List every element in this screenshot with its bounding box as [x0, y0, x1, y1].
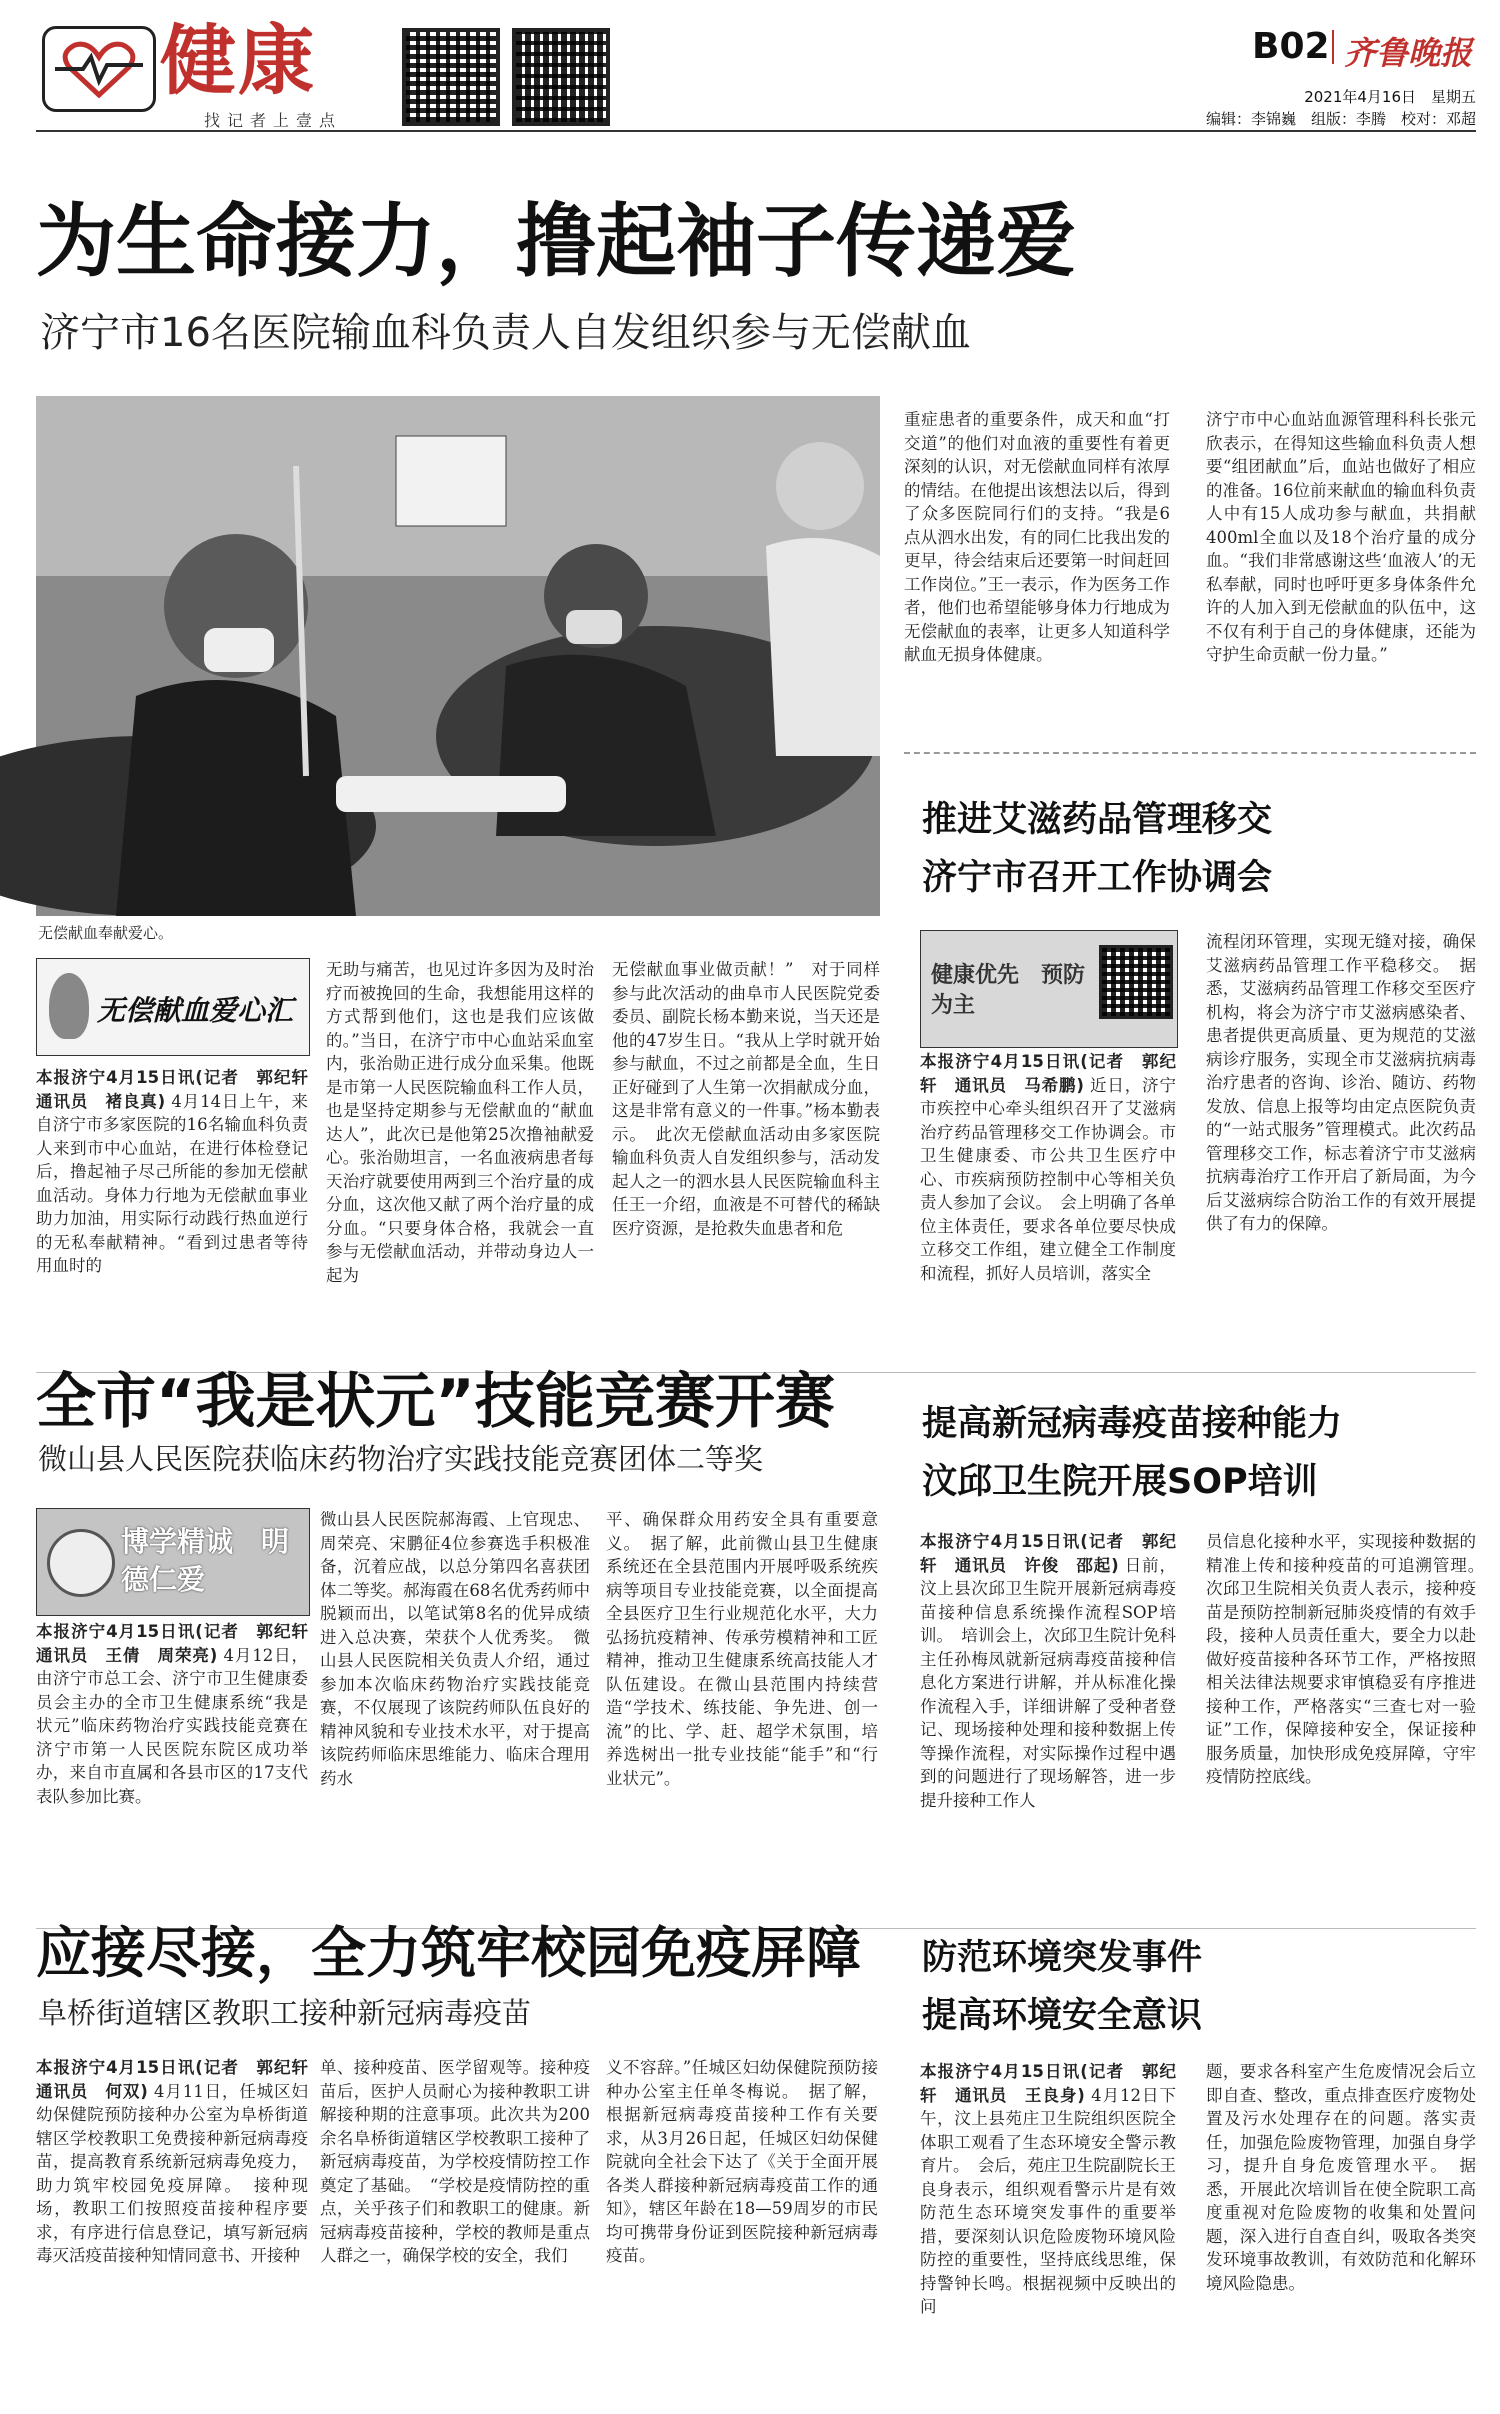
a3-col3: 平、确保群众用药安全具有重要意义。 据了解，此前微山县卫生健康系统还在全县范围内开展呼吸系统疾病等项目专业技能竞赛，以全面提高全县医疗卫生行业规范化水平，大力弘扬抗疫精神、传承劳模精神和工匠精神，推动卫生健康系统高技能人才队伍建设。在微山县范围内持续营造“学技术、练技能、争先进、创一流”的比、学、赶、超学术氛围，培养选树出一批专业技能“能手”和“行业状元”。 [606, 1510, 878, 1788]
a1-logo-text: 无偿献血爱心汇 [97, 994, 294, 1027]
header [0, 0, 1500, 130]
qr-code-1 [402, 28, 500, 126]
a5-col1 [36, 2056, 325, 2396]
a4-dateline: 本报济宁4月15日讯(记者 郭纪轩 通讯员 许俊 邵起) [920, 1532, 1176, 1575]
a2-col1 [920, 1050, 1176, 1356]
a5-col3: 义不容辞。”任城区妇幼保健院预防接种办公室主任单冬梅说。 据了解，根据新冠病毒疫苗接种工作有关要求，从3月26日起，任城区妇幼保健院就向全社会下达了《关于全面开展各类人群接种新冠病毒疫苗工作的通知》，辖区年龄在18—59周岁的市民均可携带身份证到医院接种新冠病毒疫苗。 [606, 2058, 878, 2265]
slogan: 找记者上壹点 [204, 111, 343, 130]
a3-title: 全市“我是状元”技能竞赛开赛 [36, 1367, 835, 1437]
a1-dateline: 本报济宁4月15日讯(记者 郭纪轩 通讯员 褚良真) [36, 1068, 325, 1111]
a5-dateline: 本报济宁4月15日讯(记者 郭纪轩 通讯员 何双) [36, 2058, 325, 2101]
a3-col1 [36, 1620, 325, 1910]
a4-col1 [920, 1530, 1176, 1930]
paper-name: 齐鲁晚报 [1344, 34, 1473, 72]
issue-date: 2021年4月16日 星期五 [1304, 88, 1476, 106]
a2-title-line1: 推进艾滋药品管理移交 [922, 800, 1273, 840]
a5-title: 应接尽接，全力筑牢校园免疫屏障 [36, 1921, 862, 1985]
a1-photo-caption: 无偿献血奉献爱心。 [38, 924, 174, 942]
blood-donation-photo-icon [36, 396, 880, 916]
qr-code-2 [512, 28, 610, 126]
a1-col1-text: 4月14日上午，来自济宁市多家医院的16名输血科负责人来到市中心血站，在进行体检登记后，撸起袖子尽己所能的参加无偿献血活动。身体力行地为无偿献血事业助力加油，用实际行动践行热血逆行的无私奉献精神。“看到过患者等待用血时的 [36, 1091, 308, 1275]
a5-subtitle: 阜桥街道辖区教职工接种新冠病毒疫苗 [38, 1996, 532, 2030]
a1-col2: 无助与痛苦，也见过许多因为及时治疗而被挽回的生命，我想能用这样的方式帮到他们，这也是我们应该做的。”当日，在济宁市中心血站采血室内，张治勋正进行成分血采集。他既是市第一人民医院输血科工作人员，也是坚持定期参与无偿献血的“献血达人”，此次已是他第25次撸袖献爱心。张治勋坦言，一名血液病患者每天治疗就要使用两到三个治疗量的成分血，这次他又献了两个治疗量的成分血。“只要身体合格，我就会一直参与无偿献血活动，并带动身边人一起为 [326, 960, 594, 1285]
a4-title-line2: 汶邱卫生院开展SOP培训 [922, 1462, 1318, 1502]
a6-col1 [920, 2060, 1176, 2396]
header-rule [36, 130, 1476, 132]
a3-logo-text: 博学精诚 明德仁爱 [121, 1525, 290, 1596]
a1-photo [36, 396, 880, 916]
health-logo-icon [42, 26, 156, 112]
editors: 编辑：李锦巍 组版：李腾 校对：邓超 [1205, 110, 1476, 128]
a1-logo [36, 958, 310, 1056]
a4-title-line1: 提高新冠病毒疫苗接种能力 [922, 1404, 1343, 1444]
a3-subtitle: 微山县人民医院获临床药物治疗实践技能竞赛团体二等奖 [38, 1442, 764, 1476]
a5-col2: 单、接种疫苗、医学留观等。接种疫苗后，医护人员耐心为接种教职工讲解接种期的注意事项。此次共为200余名阜桥街道辖区学校教职工接种了新冠病毒疫苗，为学校疫情防控工作奠定了基础。 “学校是疫情防控的重点，关乎孩子们和教职工的健康。新冠病毒疫苗接种，学校的教师是重点人群之一，确保学校的安全，我们 [320, 2058, 590, 2265]
a3-logo [36, 1508, 310, 1616]
a2-col1-text: 近日，济宁市疾控中心牵头组织召开了艾滋病治疗药品管理移交工作协调会。市卫生健康委、市公共卫生医疗中心、市疾病预防控制中心等相关负责人参加了会议。 会上明确了各单位主体责任，要求各单位要尽快成立移交工作组，建立健全工作制度和流程，抓好人员培训，落实全 [920, 1075, 1177, 1283]
a4-col1-text: 日前，汶上县次邱卫生院开展新冠病毒疫苗接种信息系统操作流程SOP培训。 培训会上，次邱卫生院计免科主任孙梅凤就新冠病毒疫苗接种信息化方案进行讲解，并从标准化操作流程入手，详细讲解了受种者登记、现场接种处理和接种数据上传等操作流程，对实际操作过程中遇到的问题进行了现场解答，进一步提升接种工作人 [920, 1555, 1177, 1810]
blood-drop-icon [49, 973, 89, 1039]
a4-col2: 员信息化接种水平，实现接种数据的精准上传和接种疫苗的可追溯管理。 次邱卫生院相关负责人表示，接种疫苗是预防控制新冠肺炎疫情的有效手段，接种人员责任重大，要全力以赴做好疫苗接种各环节工作，严格按照相关法律法规要求审慎稳妥有序推进接种工作，严格落实“三查七对一验证”工作，保障接种安全，保证接种服务质量，加快形成免疫屏障，守牢疫情防控底线。 [1206, 1532, 1493, 1786]
a3-dateline: 本报济宁4月15日讯(记者 郭纪轩 通讯员 王倩 周荣亮) [36, 1622, 325, 1665]
a1-col3: 无偿献血事业做贡献！” 对于同样参与此次活动的曲阜市人民医院党委委员、副院长杨本勤来说，当天还是他的47岁生日。“我从上学时就开始参与献血，不过之前都是全血，生日正好碰到了人生第一次捐献成分血，这是非常有意义的一件事。”杨本勤表示。 此次无偿献血活动由多家医院输血科负责人自发组织参与，活动发起人之一的泗水县人民医院输血科主任王一介绍，血液是不可替代的稀缺医疗资源，是抢救失血患者和危 [612, 960, 880, 1238]
a1-col4: 重症患者的重要条件，成天和血“打交道”的他们对血液的重要性有着更深刻的认识，对无偿献血同样有浓厚的情结。在他提出该想法以后，得到了众多医院同行们的支持。“我是6点从泗水出发，有的同仁比我出发的更早，待会结束后还要第一时间赶回工作岗位。”王一表示，作为医务工作者，他们也希望能够身体力行地成为无偿献血的表率，让更多人知道科学献血无损身体健康。 [904, 410, 1170, 664]
a2-dateline: 本报济宁4月15日讯(记者 郭纪轩 通讯员 马希鹏) [920, 1052, 1176, 1095]
section-title: 健康 [160, 16, 316, 105]
a3-col1-text: 4月12日，由济宁市总工会、济宁市卫生健康委员会主办的全市卫生健康系统“我是状元”临床药物治疗实践技能竞赛在济宁市第一人民医院东院区成功举办，来自市直属和各县市区的17支代表队参加比赛。 [36, 1645, 308, 1806]
a2-banner-qr-icon [1099, 945, 1173, 1019]
header-divider [1332, 30, 1334, 64]
page-number: B02 [1252, 26, 1330, 67]
a6-dateline: 本报济宁4月15日讯(记者 郭纪轩 通讯员 王良身) [920, 2062, 1176, 2105]
a1-title: 为生命接力，撸起袖子传递爱 [36, 195, 1076, 288]
a6-col2: 题，要求各科室产生危废情况会后立即自查、整改，重点排查医疗废物处置及污水处理存在的问题。落实责任，加强危险废物管理，加强自身学习，提升自身危废管理水平。 据悉，开展此次培训旨在使全院职工高度重视对危险废物的收集和处置问题，深入进行自查自纠，吸取各类突发环境事故教训，有效防范和化解环境风险隐患。 [1206, 2062, 1476, 2293]
a2-col2: 流程闭环管理，实现无缝对接，确保艾滋病药品管理工作平稳移交。 据悉，艾滋病药品管理工作移交至医疗机构，将会为济宁市艾滋病感染者、患者提供更高质量、更为规范的艾滋病诊疗服务，实现全市艾滋病抗病毒治疗患者的咨询、诊治、随访、药物发放、信息上报等均由定点医院负责的“一站式服务”管理模式。此次药品管理移交工作，标志着济宁市艾滋病抗病毒治疗工作开启了新局面，为今后艾滋病综合防治工作的有效开展提供了有力的保障。 [1206, 932, 1476, 1233]
a1-subtitle: 济宁市16名医院输血科负责人自发组织参与无偿献血 [40, 310, 971, 356]
a2-banner-text: 健康优先 预防为主 [931, 963, 1086, 1018]
a2-title-line2: 济宁市召开工作协调会 [922, 858, 1273, 898]
a6-title-line2: 提高环境安全意识 [922, 1996, 1203, 2036]
a3-col2: 微山县人民医院郝海霞、上官现忠、周荣亮、宋鹏征4位参赛选手积极准备，沉着应战，以总分第四名喜获团体二等奖。郝海霞在68名优秀药师中脱颖而出，以笔试第8名的优异成绩进入总决赛，荣获个人优秀奖。 微山县人民医院相关负责人介绍，通过参加本次临床药物治疗实践技能竞赛，不仅展现了该院药师队伍良好的精神风貌和专业技术水平，对于提高该院药师临床思维能力、临床合理用药水 [320, 1510, 590, 1788]
a6-title-line1: 防范环境突发事件 [922, 1938, 1203, 1978]
a5-col1-text: 4月11日，任城区妇幼保健院预防接种办公室为阜桥街道辖区学校教职工免费接种新冠病毒疫苗，提高教育系统新冠病毒免疫力，助力筑牢校园免疫屏障。 接种现场，教职工们按照疫苗接种程序要求，有序进行信息登记，填写新冠病毒灭活疫苗接种知情同意书、开接种 [36, 2081, 309, 2265]
a2-banner [920, 930, 1178, 1048]
a1-col5: 济宁市中心血站血源管理科科长张元欣表示，在得知这些输血科负责人想要“组团献血”后，血站也做好了相应的准备。16位前来献血的输血科负责人中有15人成功参与献血，共捐献400ml全血以及18个治疗量的成分血。“我们非常感谢这些‘血液人’的无私奉献，同时也呼吁更多身体条件允许的人加入到无偿献血的队伍中，这不仅有利于自己的身体健康，还能为守护生命贡献一份力量。” [1206, 410, 1476, 664]
divider-1 [904, 752, 1476, 754]
a6-col1-text: 4月12日下午，汶上县苑庄卫生院组织医院全体职工观看了生态环境安全警示教育片。 会后，苑庄卫生院副院长王良身表示，组织观看警示片是有效防范生态环境突发事件的重要举措，要深刻认识危险废物环境风险防控的重要性，坚持底线思维，保持警钟长鸣。根据视频中反映出的问 [920, 2085, 1177, 2316]
hospital-emblem-icon [47, 1529, 115, 1597]
